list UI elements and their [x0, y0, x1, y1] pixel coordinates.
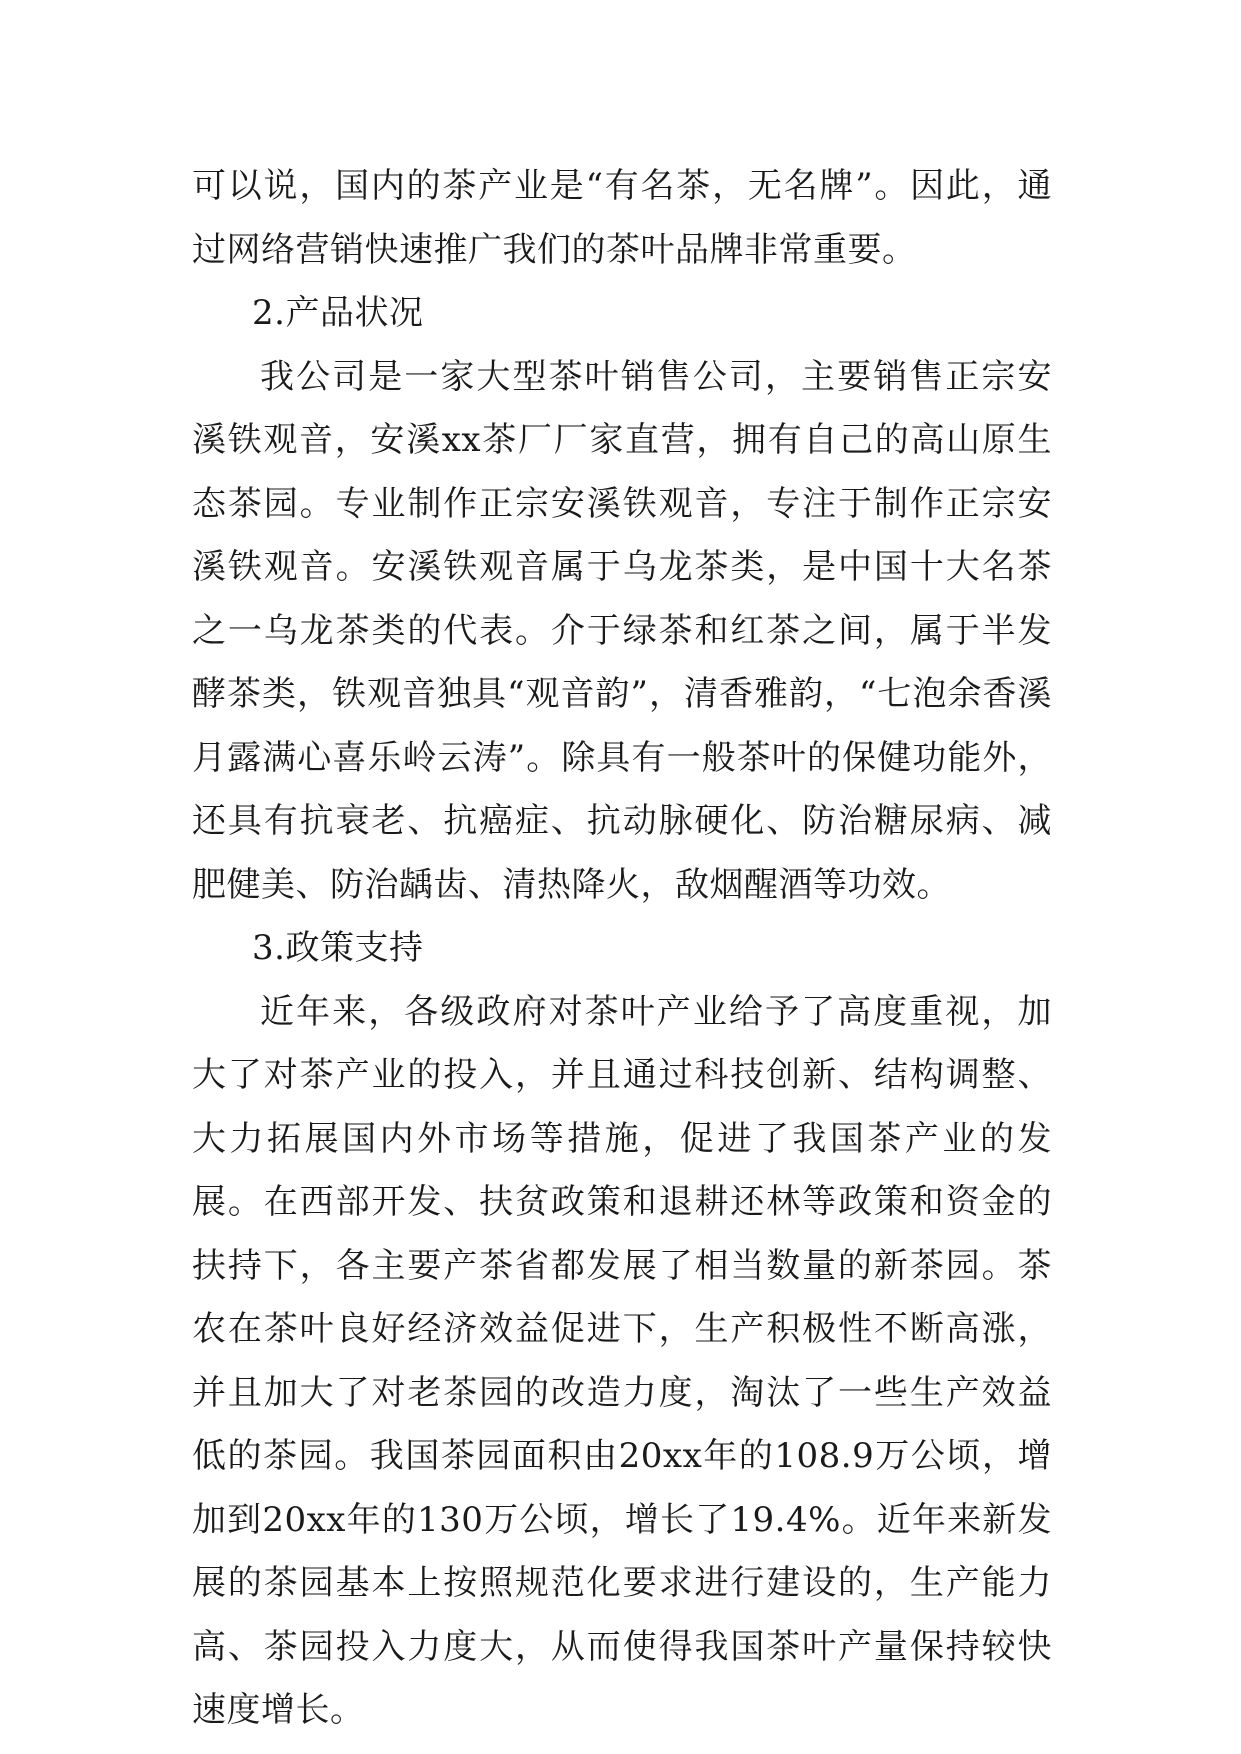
- section-heading-product-status: 2.产品状况: [252, 293, 424, 333]
- paragraph-continuation: 可以说，国内的茶产业是“有名茶，无名牌”。因此，通过网络营销快速推广我们的茶叶品牌非常重要。: [192, 166, 1052, 270]
- paragraph-policy-support: 近年来，各级政府对茶叶产业给予了高度重视，加大了对茶产业的投入，并且通过科技创新、结构调整、大力拓展国内外市场等措施，促进了我国茶产业的发展。在西部开发、扶贫政策和退耕还林等政策和资金的扶持下，各主要产茶省都发展了相当数量的新茶园。茶农在茶叶良好经济效益促进下，生产积极性不断高涨，并且加大了对老茶园的改造力度，淘汰了一些生产效益低的茶园。我国茶园面积由20xx年的108.9万公顷，增加到20xx年的130万公顷，增长了19.4%。近年来新发展的茶园基本上按照规范化要求进行建设的，生产能力高、茶园投入力度大，从而使得我国茶叶产量保持较快速度增长。: [192, 991, 1052, 1730]
- paragraph-product-status: 我公司是一家大型茶叶销售公司，主要销售正宗安溪铁观音，安溪xx茶厂厂家直营，拥有自己的高山原生态茶园。专业制作正宗安溪铁观音，专注于制作正宗安溪铁观音。安溪铁观音属于乌龙茶类，是中国十大名茶之一乌龙茶类的代表。介于绿茶和红茶之间，属于半发酵茶类，铁观音独具“观音韵”，清香雅韵，“七泡余香溪月露满心喜乐岭云涛”。除具有一般茶叶的保健功能外，还具有抗衰老、抗癌症、抗动脉硬化、防治糖尿病、减肥健美、防治龋齿、清热降火，敌烟醒酒等功效。: [192, 356, 1052, 905]
- document-body: [192, 155, 1052, 1743]
- section-heading-policy-support: 3.政策支持: [252, 928, 424, 968]
